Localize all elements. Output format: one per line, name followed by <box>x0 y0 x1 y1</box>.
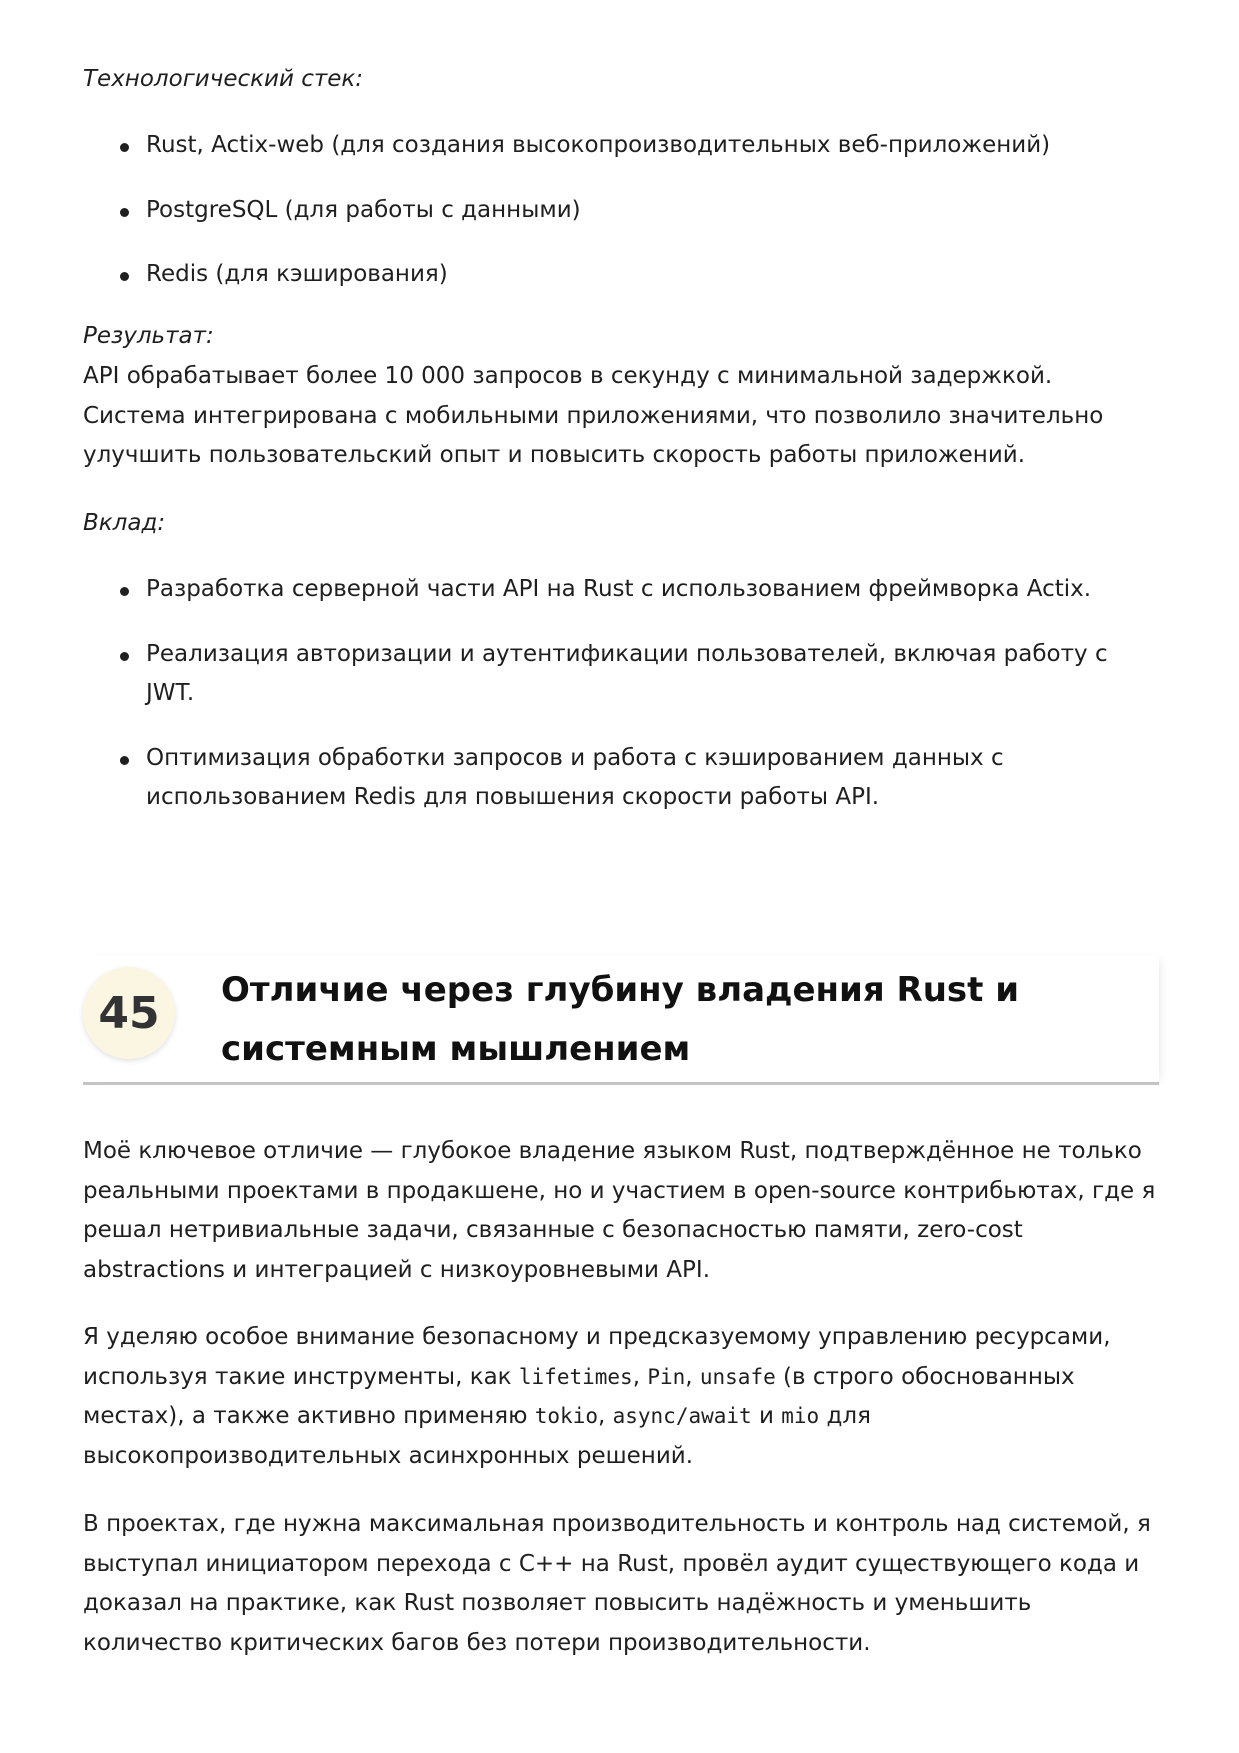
code-pin: Pin <box>647 1364 686 1389</box>
section-header <box>83 955 1159 1085</box>
code-unsafe: unsafe <box>699 1364 776 1389</box>
text-run: (в строго обоснованных местах), а также активно применяю <box>83 1363 1075 1429</box>
text-run: для высокопроизводительных асинхронных решений. <box>83 1403 871 1469</box>
result-text: API обрабатывает более 10 000 запросов в секунду с минимальной задержкой. Система интегрирована с мобильными приложениями, что позволило значительно улучшить пользовательский опыт и повысить скорость работы приложений. <box>83 363 1104 468</box>
section-number-badge: 45 <box>83 967 175 1059</box>
tech-stack-list <box>83 126 1163 295</box>
list-item: Redis (для кэширования) <box>83 255 1163 295</box>
contribution-label: Вклад: <box>83 510 166 536</box>
tech-stack-label: Технологический стек: <box>83 66 364 92</box>
code-lifetimes: lifetimes <box>518 1364 633 1389</box>
text-run: , <box>632 1363 648 1390</box>
text-run: и <box>751 1403 782 1429</box>
text-run: , <box>685 1363 700 1390</box>
list-item: Rust, Actix-web (для создания высокопроизводительных веб-приложений) <box>83 126 1163 166</box>
list-item: Реализация авторизации и аутентификации пользователей, включая работу с JWT. <box>83 635 1163 714</box>
text-run: Я уделяю особое внимание безопасному и предсказуемому управлению ресурсами, используя такие инструменты, как <box>83 1324 1111 1390</box>
section-paragraph-3: В проектах, где нужна максимальная производительность и контроль над системой, я выступал инициатором перехода с C++ на Rust, провёл аудит существующего кода и доказал на практике, как Rust позволяет повысить надёжность и уменьшить количество критических багов без потери производительности. <box>83 1511 1151 1656</box>
contribution-list <box>83 570 1163 818</box>
text-run: , <box>597 1403 613 1429</box>
section-paragraph-2 <box>83 1318 1163 1476</box>
list-item: Оптимизация обработки запросов и работа с кэшированием данных с использованием Redis для повышения скорости работы API. <box>83 739 1066 818</box>
section-paragraph-1: Моё ключевое отличие — глубокое владение языком Rust, подтверждённое не только реальными проектами в продакшене, но и участием в open-source контрибьютах, где я решал нетривиальные задачи, связанные с безопасностью памяти, zero-cost abstractions и интеграцией с низкоуровневыми API. <box>83 1138 1156 1283</box>
list-item: Разработка серверной части API на Rust с использованием фреймворка Actix. <box>83 570 1163 610</box>
code-mio: mio <box>781 1404 820 1428</box>
list-item: PostgreSQL (для работы с данными) <box>83 191 1163 231</box>
section-title: Отличие через глубину владения Rust и системным мышлением <box>221 970 1020 1069</box>
code-tokio: tokio <box>534 1404 598 1428</box>
result-label: Результат: <box>83 323 214 349</box>
code-async-await: async/await <box>612 1404 752 1428</box>
